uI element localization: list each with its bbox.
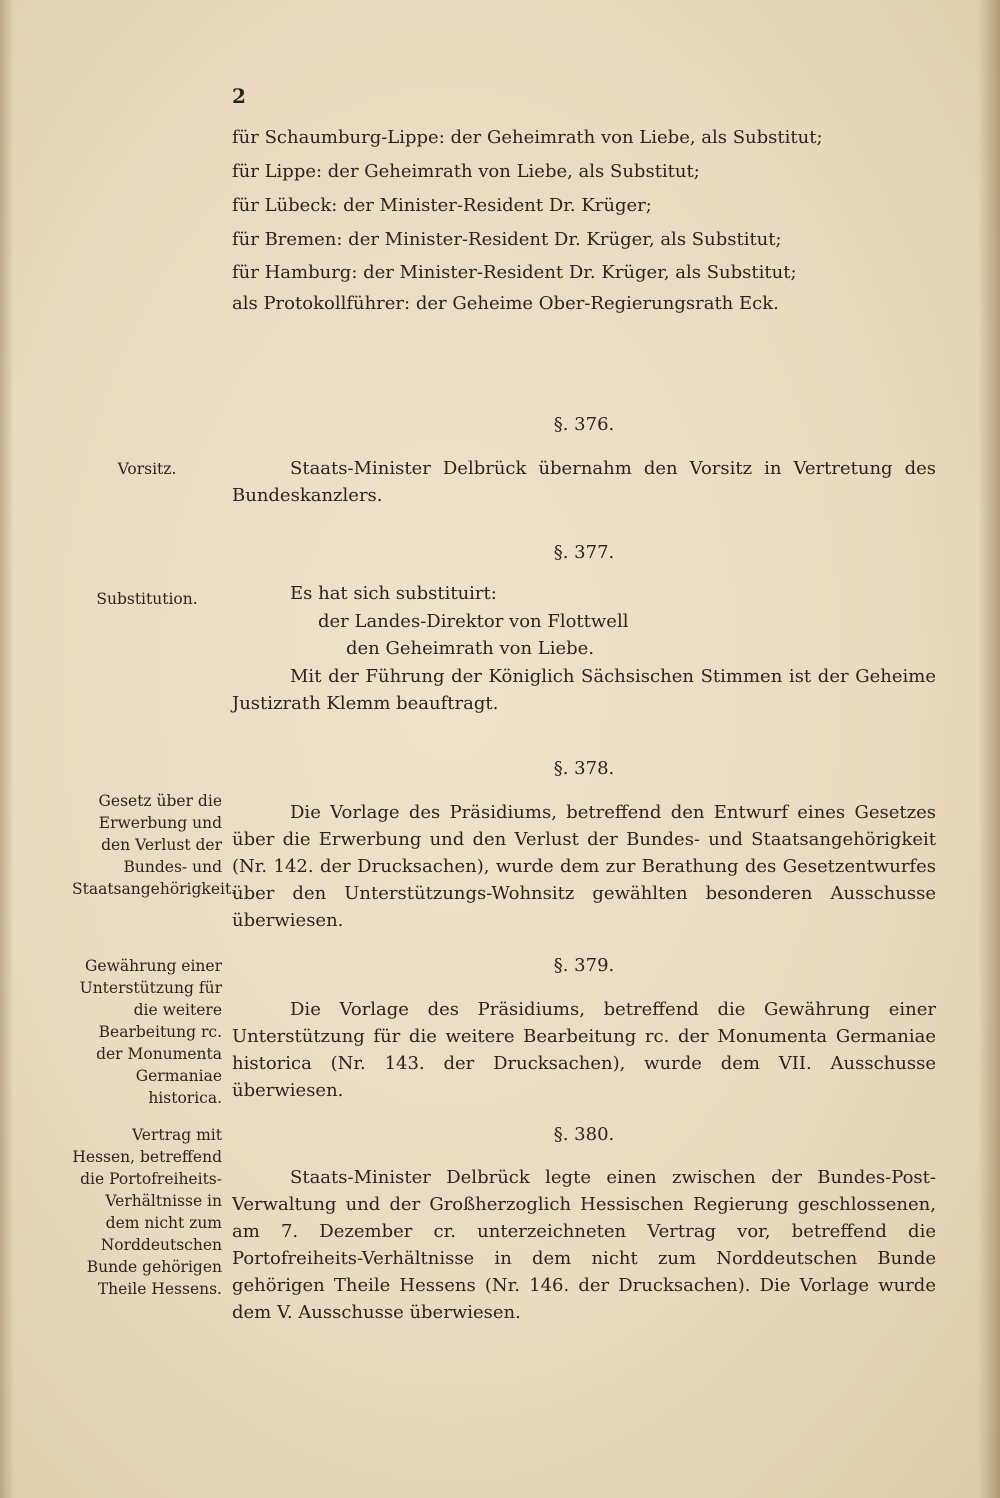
- section-line-377: der Landes-Direktor von Flottwell: [318, 611, 629, 632]
- margin-note-378: Gesetz über die Erwerbung und den Verlust der Bundes- und Staatsangehörigkeit.: [72, 792, 237, 898]
- section-text-377: Mit der Führung der Königlich Sächsischen Stimmen ist der Geheime Justizrath Klemm beauftragt.: [232, 666, 936, 714]
- section-heading-378: §. 378.: [553, 758, 615, 779]
- page-edge-shadow-right: [978, 0, 1000, 1498]
- attendance-line: für Lippe: der Geheimrath von Liebe, als Substitut;: [232, 161, 700, 182]
- section-text-380: Staats-Minister Delbrück legte einen zwischen der Bundes-Post-Verwaltung und der Großherzoglich Hessischen Regierung geschlossenen, am 7. Dezember cr. unterzeichneten Vertrag vor, betreffend die Portofreiheits-Verhältnisse in dem nicht zum Norddeutschen Bunde gehörigen Theile Hessens (Nr. 146. der Drucksachen). Die Vorlage wurde dem V. Ausschusse überwiesen.: [232, 1167, 936, 1323]
- attendance-line: für Lübeck: der Minister-Resident Dr. Krüger;: [232, 195, 652, 216]
- margin-note-376: Vorsitz.: [117, 460, 177, 478]
- section-text-378: Die Vorlage des Präsidiums, betreffend den Entwurf eines Gesetzes über die Erwerbung und den Verlust der Bundes- und Staatsangehörigkeit (Nr. 142. der Drucksachen), wurde dem zur Berathung des Gesetzentwurfes über den Unterstützungs-Wohnsitz gewählten besonderen Ausschusse überwiesen.: [232, 802, 936, 931]
- margin-note-377: Substitution.: [96, 590, 198, 608]
- section-heading-380: §. 380.: [553, 1124, 615, 1145]
- section-text-379: Die Vorlage des Präsidiums, betreffend die Gewährung einer Unterstützung für die weitere Bearbeitung rc. der Monumenta Germaniae historica (Nr. 143. der Drucksachen), wurde dem VII. Ausschusse überwiesen.: [232, 999, 936, 1101]
- section-text-376: Staats-Minister Delbrück übernahm den Vorsitz in Vertretung des Bundeskanzlers.: [232, 458, 936, 506]
- attendance-line: für Bremen: der Minister-Resident Dr. Krüger, als Substitut;: [232, 229, 782, 250]
- section-heading-377: §. 377.: [553, 542, 615, 563]
- section-line-377: den Geheimrath von Liebe.: [346, 638, 595, 659]
- page-edge-shadow-left: [0, 0, 14, 1498]
- section-line-377: Es hat sich substituirt:: [290, 583, 497, 604]
- attendance-line: für Hamburg: der Minister-Resident Dr. Krüger, als Substitut;: [232, 262, 797, 283]
- margin-note-380: Vertrag mit Hessen, betreffend die Portofreiheits-Verhältnisse in dem nicht zum Norddeutschen Bunde gehörigen Theile Hessens.: [72, 1126, 222, 1298]
- page-number: 2: [232, 84, 246, 108]
- margin-note-379: Gewährung einer Unterstützung für die weitere Bearbeitung rc. der Monumenta Germaniae historica.: [79, 957, 222, 1107]
- section-heading-376: §. 376.: [553, 414, 615, 435]
- section-heading-379: §. 379.: [553, 955, 615, 976]
- attendance-line: für Schaumburg-Lippe: der Geheimrath von Liebe, als Substitut;: [232, 127, 823, 148]
- attendance-line: als Protokollführer: der Geheime Ober-Regierungsrath Eck.: [232, 293, 779, 314]
